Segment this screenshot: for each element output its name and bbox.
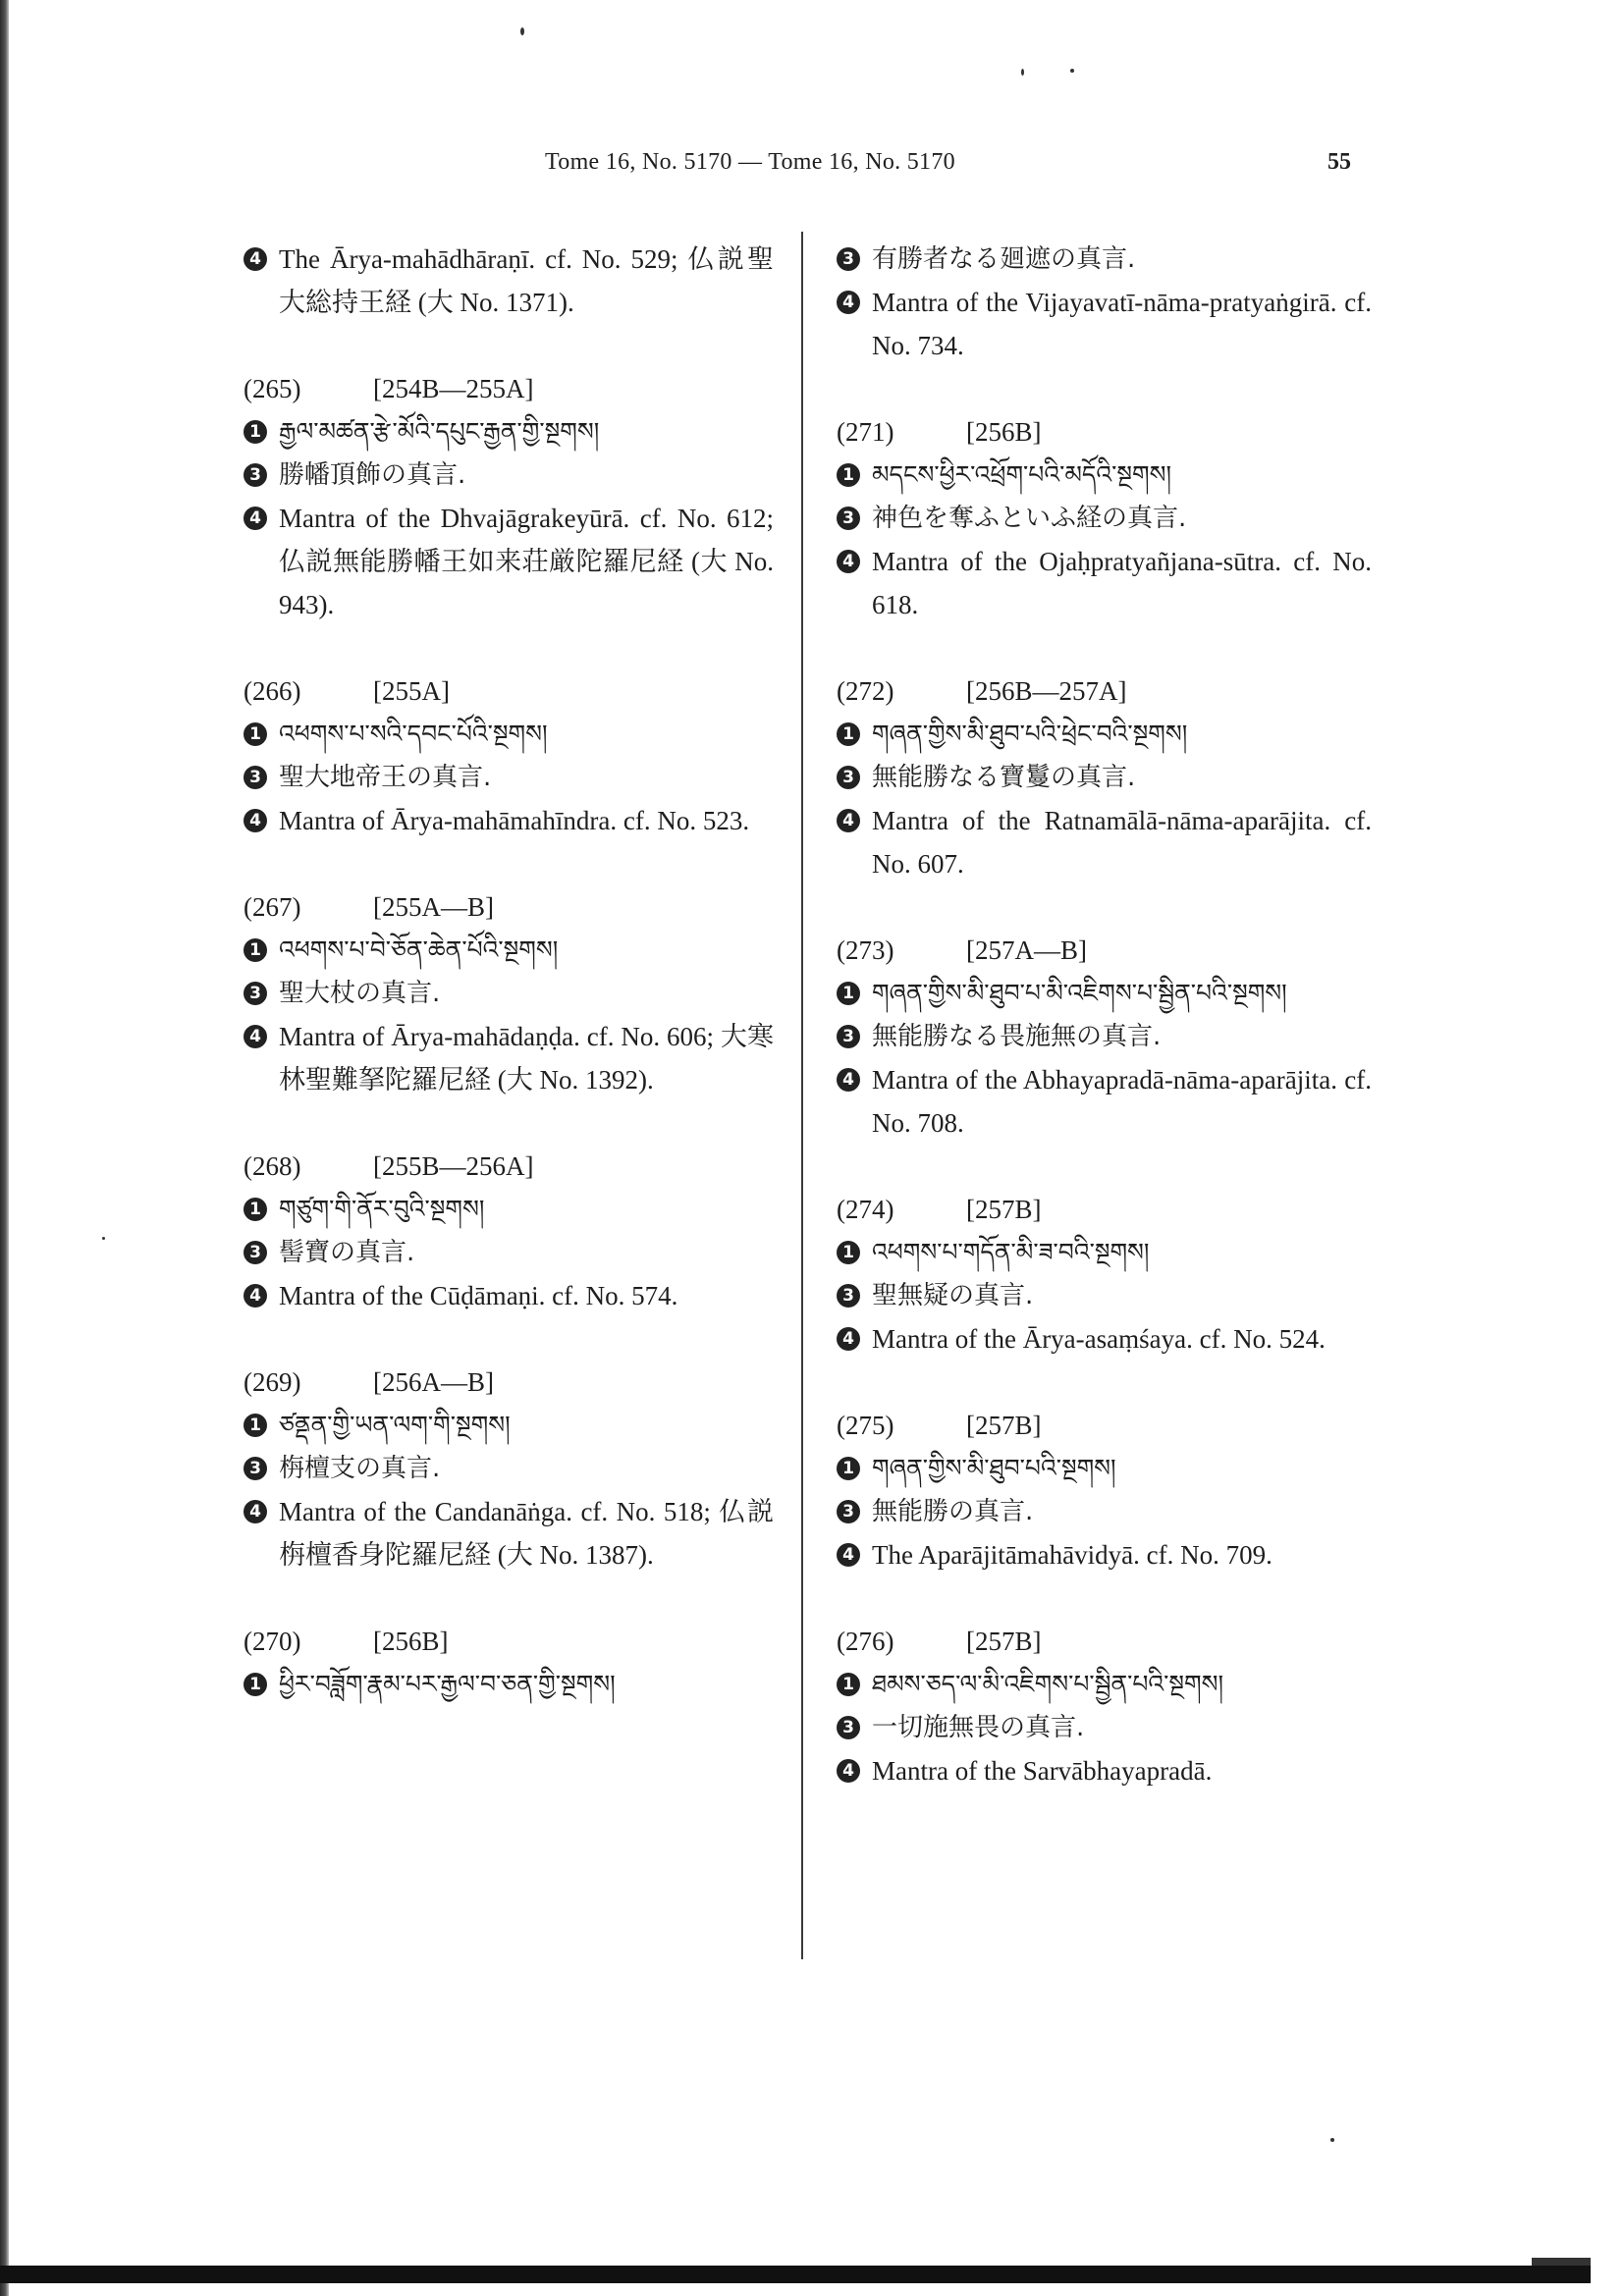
entry-number: (267) — [244, 892, 301, 922]
circled-number-marker: 3 — [837, 507, 860, 530]
entry-line-en — [244, 1490, 774, 1576]
entry-line-en — [837, 799, 1372, 885]
tibetan-title: གཞན་གྱིས་མི་ཐུབ་པའི་སྔགས། — [872, 1454, 1116, 1482]
tibetan-title: མདངས་ཕྱིར་འཕྲོག་པའི་མདོའི་སྔགས། — [872, 460, 1172, 489]
scan-speck — [1021, 69, 1024, 76]
tibetan-title: གཞན་གྱིས་མི་ཐུབ་པ་མི་འཇིགས་པ་སྦྱིན་པའི་སྔགས། — [872, 979, 1287, 1007]
entry-line-tib — [244, 1188, 774, 1231]
tibetan-title: གཙུག་གི་ནོར་བུའི་སྔགས། — [279, 1195, 485, 1223]
circled-number-marker: 3 — [244, 982, 267, 1005]
tibetan-title: རྒྱལ་མཚན་རྩེ་མོའི་དཔུང་རྒྱན་གྱི་སྔགས། — [279, 417, 600, 446]
folio-reference: [255A] — [373, 676, 450, 706]
circled-number-marker: 4 — [244, 1025, 267, 1048]
entry-line-en — [837, 1058, 1372, 1145]
circled-number-marker: 3 — [837, 1500, 860, 1523]
entry-line-tib — [837, 972, 1372, 1015]
entry-heading — [244, 367, 774, 410]
sanskrit-title: Mantra of the Cūḍāmaṇi. cf. No. 574. — [279, 1281, 678, 1310]
folio-reference: [256B] — [966, 417, 1042, 447]
entry-heading — [244, 1620, 774, 1663]
entry-line-jp — [244, 454, 774, 497]
entry-line-tib — [837, 713, 1372, 756]
entry-line-jp — [244, 972, 774, 1015]
entry-line-en — [837, 1533, 1372, 1576]
circled-number-marker: 3 — [837, 766, 860, 789]
folio-reference: [256B—257A] — [966, 676, 1127, 706]
column-divider — [801, 232, 803, 1959]
entry-heading — [837, 1620, 1372, 1663]
japanese-title: 聖大杖の真言. — [279, 979, 441, 1008]
entry-line-en — [837, 1317, 1372, 1361]
entry-number: (265) — [244, 374, 301, 403]
japanese-title: 無能勝なる畏施無の真言. — [872, 1022, 1162, 1051]
folio-reference: [257A—B] — [966, 935, 1087, 965]
entry-line-en — [837, 1749, 1372, 1792]
page-number: 55 — [1327, 149, 1351, 175]
scan-bottom-edge-tail — [1532, 2258, 1591, 2266]
tibetan-title: ཐམས་ཅད་ལ་མི་འཇིགས་པ་སྦྱིན་པའི་སྔགས། — [872, 1670, 1224, 1698]
japanese-title: 勝幡頂飾の真言. — [279, 460, 466, 490]
entry-number: (271) — [837, 417, 894, 447]
entry-line-tib — [244, 410, 774, 454]
catalog-entry — [244, 1145, 774, 1317]
sanskrit-title: Mantra of the Sarvābhayapradā. — [872, 1756, 1213, 1786]
circled-number-marker: 3 — [244, 766, 267, 789]
catalog-entry — [837, 1404, 1372, 1576]
running-title: Tome 16, No. 5170 — Tome 16, No. 5170 — [545, 149, 955, 175]
folio-reference: [257B] — [966, 1411, 1042, 1440]
sanskrit-title: Mantra of Ārya-mahāmahīndra. cf. No. 523. — [279, 806, 750, 835]
scan-speck — [1070, 69, 1074, 73]
circled-number-marker: 1 — [837, 722, 860, 746]
circled-number-marker: 4 — [837, 291, 860, 314]
entry-line-tib — [244, 1404, 774, 1447]
tibetan-title: ཕྱིར་བཟློག་རྣམ་པར་རྒྱལ་བ་ཅན་གྱི་སྔགས། — [279, 1670, 616, 1698]
left-column — [244, 238, 774, 1749]
circled-number-marker: 3 — [837, 1025, 860, 1048]
entry-line-jp — [837, 497, 1372, 540]
entry-heading — [837, 410, 1372, 454]
scan-bottom-edge — [0, 2266, 1591, 2283]
japanese-title: 神色を奪ふといふ経の真言. — [872, 504, 1187, 533]
entry-line-tib — [837, 1447, 1372, 1490]
entry-heading — [244, 669, 774, 713]
japanese-title: 有勝者なる廻遮の真言. — [872, 244, 1136, 274]
entry-number: (275) — [837, 1411, 894, 1440]
circled-number-marker: 4 — [837, 809, 860, 832]
entry-line-en — [837, 281, 1372, 367]
folio-reference: [255A—B] — [373, 892, 494, 922]
catalog-entry — [837, 1620, 1372, 1792]
entry-line-en — [244, 1015, 774, 1101]
circled-number-marker: 1 — [244, 1198, 267, 1221]
folio-reference: [255B—256A] — [373, 1151, 534, 1181]
folio-reference: [256B] — [373, 1627, 449, 1656]
entry-line-tib — [837, 1663, 1372, 1706]
circled-number-marker: 4 — [244, 507, 267, 530]
japanese-title: 無能勝なる寶鬘の真言. — [872, 763, 1136, 792]
entry-line-jp — [837, 238, 1372, 281]
entry-line-tib — [244, 713, 774, 756]
sanskrit-title: Mantra of the Vijayavatī-nāma-pratyaṅgirā. cf. No. 734. — [872, 288, 1372, 360]
entry-number: (270) — [244, 1627, 301, 1656]
folio-reference: [257B] — [966, 1195, 1042, 1224]
entry-line-en — [244, 799, 774, 842]
circled-number-marker: 3 — [244, 1457, 267, 1480]
tibetan-title: ཙནྡན་གྱི་ཡན་ལག་གི་སྔགས། — [279, 1411, 511, 1439]
circled-number-marker: 4 — [837, 1327, 860, 1351]
entry-line-jp — [244, 1447, 774, 1490]
entry-line-en — [244, 497, 774, 626]
folio-reference: [254B—255A] — [373, 374, 534, 403]
entry-number: (273) — [837, 935, 894, 965]
catalog-entry — [837, 1188, 1372, 1361]
catalog-entry — [837, 929, 1372, 1145]
sanskrit-title: Mantra of the Dhvajāgrakeyūrā. cf. No. 612; 仏説無能勝幡王如来荘厳陀羅尼経 (大 No. 943). — [279, 504, 774, 619]
sanskrit-title: Mantra of the Ojaḥpratyañjana-sūtra. cf. No. 618. — [872, 547, 1372, 619]
tibetan-title: འཕགས་པ་གདོན་མི་ཟ་བའི་སྔགས། — [872, 1238, 1150, 1266]
entry-line-jp — [837, 1706, 1372, 1749]
folio-reference: [256A—B] — [373, 1367, 494, 1397]
sanskrit-title: Mantra of the Ratnamālā-nāma-aparājita. cf. No. 607. — [872, 806, 1372, 879]
circled-number-marker: 3 — [837, 247, 860, 271]
tibetan-title: འཕགས་པ་སའི་དབང་པོའི་སྔགས། — [279, 720, 548, 748]
circled-number-marker: 4 — [837, 1759, 860, 1783]
circled-number-marker: 4 — [244, 247, 267, 271]
circled-number-marker: 1 — [837, 1457, 860, 1480]
circled-number-marker: 1 — [244, 722, 267, 746]
entry-heading — [837, 929, 1372, 972]
catalog-entry — [244, 1361, 774, 1576]
entry-heading — [244, 1145, 774, 1188]
circled-number-marker: 1 — [837, 1241, 860, 1264]
entry-number: (274) — [837, 1195, 894, 1224]
catalog-entry — [837, 410, 1372, 626]
catalog-entry — [244, 669, 774, 842]
folio-reference: [257B] — [966, 1627, 1042, 1656]
scan-speck — [1330, 2138, 1334, 2142]
circled-number-marker: 1 — [837, 982, 860, 1005]
circled-number-marker: 3 — [837, 1716, 860, 1739]
entry-line-tib — [837, 1231, 1372, 1274]
circled-number-marker: 1 — [244, 420, 267, 444]
scan-left-edge — [0, 0, 9, 2296]
circled-number-marker: 1 — [837, 463, 860, 487]
entry-line-tib — [244, 1663, 774, 1706]
catalog-entry — [244, 885, 774, 1101]
entry-line-jp — [837, 756, 1372, 799]
circled-number-marker: 4 — [244, 809, 267, 832]
circled-number-marker: 4 — [837, 550, 860, 573]
catalog-entry — [244, 238, 774, 324]
sanskrit-title: The Aparājitāmahāvidyā. cf. No. 709. — [872, 1540, 1272, 1570]
entry-line-en — [244, 238, 774, 324]
scan-speck — [102, 1237, 105, 1240]
entry-line-jp — [837, 1015, 1372, 1058]
circled-number-marker: 4 — [837, 1068, 860, 1092]
entry-heading — [837, 1188, 1372, 1231]
sanskrit-title: Mantra of Ārya-mahādaṇḍa. cf. No. 606; 大寒林聖難拏陀羅尼経 (大 No. 1392). — [279, 1022, 774, 1095]
entry-number: (276) — [837, 1627, 894, 1656]
japanese-title: 無能勝の真言. — [872, 1497, 1034, 1526]
entry-number: (268) — [244, 1151, 301, 1181]
entry-line-jp — [244, 756, 774, 799]
japanese-title: 栴檀支の真言. — [279, 1454, 441, 1483]
sanskrit-title: Mantra of the Abhayapradā-nāma-aparājita. cf. No. 708. — [872, 1065, 1372, 1138]
circled-number-marker: 4 — [244, 1500, 267, 1523]
entry-heading — [244, 885, 774, 929]
circled-number-marker: 4 — [244, 1284, 267, 1308]
circled-number-marker: 3 — [837, 1284, 860, 1308]
circled-number-marker: 1 — [244, 938, 267, 962]
catalog-entry — [244, 1620, 774, 1706]
circled-number-marker: 1 — [244, 1414, 267, 1437]
japanese-title: 聖大地帝王の真言. — [279, 763, 492, 792]
catalog-entry — [837, 669, 1372, 885]
circled-number-marker: 3 — [244, 1241, 267, 1264]
entry-line-tib — [837, 454, 1372, 497]
japanese-title: 一切施無畏の真言. — [872, 1713, 1085, 1742]
catalog-entry — [244, 367, 774, 626]
sanskrit-title: Mantra of the Ārya-asaṃśaya. cf. No. 524. — [872, 1324, 1326, 1354]
sanskrit-title: The Ārya-mahādhāraṇī. cf. No. 529; 仏説聖大総持王経 (大 No. 1371). — [279, 244, 774, 317]
entry-heading — [244, 1361, 774, 1404]
entry-line-tib — [244, 929, 774, 972]
entry-heading — [837, 1404, 1372, 1447]
japanese-title: 髻寶の真言. — [279, 1238, 415, 1267]
entry-line-en — [244, 1274, 774, 1317]
entry-number: (272) — [837, 676, 894, 706]
sanskrit-title: Mantra of the Candanāṅga. cf. No. 518; 仏説栴檀香身陀羅尼経 (大 No. 1387). — [279, 1497, 774, 1570]
scan-speck — [520, 27, 524, 35]
right-column — [837, 238, 1372, 1836]
japanese-title: 聖無疑の真言. — [872, 1281, 1034, 1310]
entry-line-jp — [837, 1490, 1372, 1533]
tibetan-title: གཞན་གྱིས་མི་ཐུབ་པའི་ཕྲེང་བའི་སྔགས། — [872, 720, 1188, 748]
entry-heading — [837, 669, 1372, 713]
circled-number-marker: 1 — [837, 1673, 860, 1696]
circled-number-marker: 3 — [244, 463, 267, 487]
tibetan-title: འཕགས་པ་བེ་ཅོན་ཆེན་པོའི་སྔགས། — [279, 935, 559, 964]
entry-number: (266) — [244, 676, 301, 706]
circled-number-marker: 4 — [837, 1543, 860, 1567]
entry-line-jp — [837, 1274, 1372, 1317]
page-header — [0, 149, 1624, 188]
catalog-entry — [837, 238, 1372, 367]
entry-line-en — [837, 540, 1372, 626]
circled-number-marker: 1 — [244, 1673, 267, 1696]
entry-number: (269) — [244, 1367, 301, 1397]
entry-line-jp — [244, 1231, 774, 1274]
